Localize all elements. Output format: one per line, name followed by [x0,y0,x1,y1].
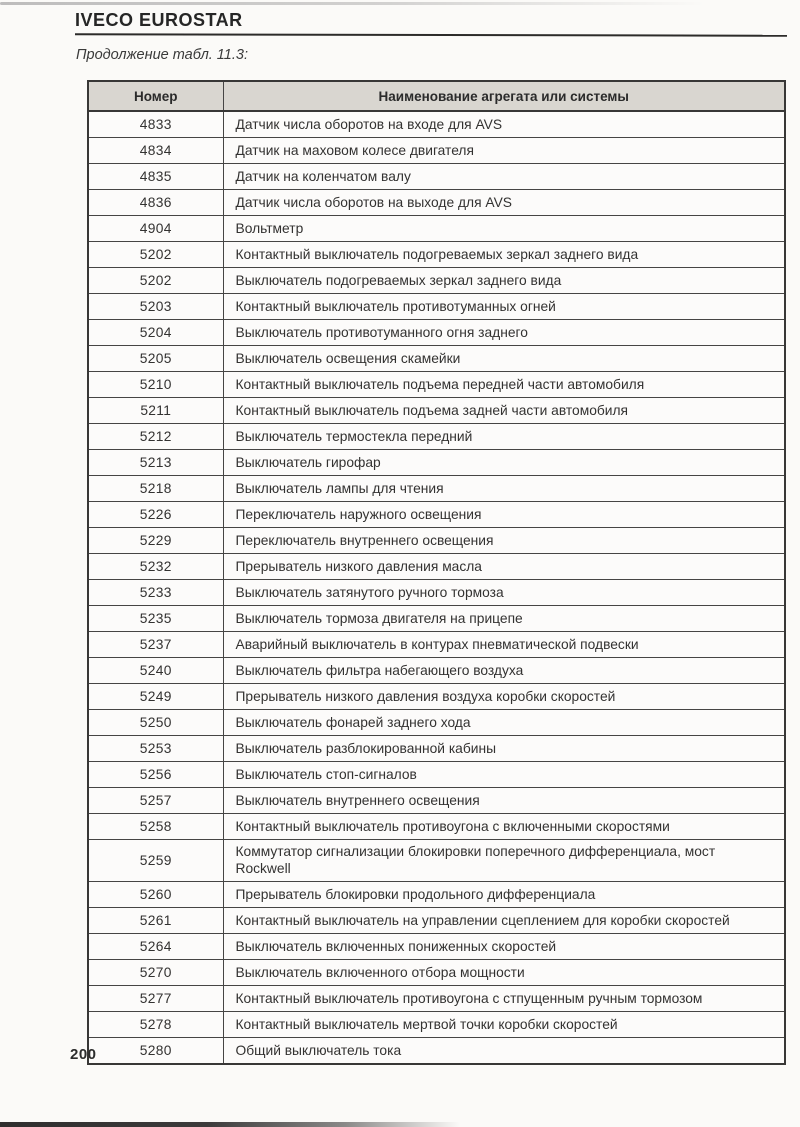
scan-artifact-top-edge [0,2,705,5]
table-row [88,216,785,242]
table-row [88,632,785,658]
part-name-cell: Выключатель фонарей заднего хода [223,710,785,736]
part-name-cell: Выключатель термостекла передний [223,424,785,450]
table-row [88,111,785,138]
part-name-cell: Коммутатор сигнализации блокировки поперечного дифференциала, мост Rockwell [223,840,785,882]
part-name-cell: Выключатель гирофар [223,450,785,476]
table-row [88,580,785,606]
table-row [88,840,785,882]
part-name-cell: Переключатель наружного освещения [223,502,785,528]
part-name-cell: Прерыватель низкого давления воздуха коробки скоростей [223,684,785,710]
part-name-cell: Выключатель внутреннего освещения [223,788,785,814]
parts-table [87,80,786,1065]
part-name-cell: Вольтметр [223,216,785,242]
part-name-cell: Датчик на коленчатом валу [223,164,785,190]
part-name-cell: Контактный выключатель на управлении сцеплением для коробки скоростей [223,908,785,934]
part-number-cell: 5270 [88,960,223,986]
part-number-cell: 5204 [88,320,223,346]
part-name-cell: Датчик на маховом колесе двигателя [223,138,785,164]
table-row [88,372,785,398]
header-rule-divider [75,33,787,36]
part-number-cell: 5212 [88,424,223,450]
table-row [88,164,785,190]
table-row [88,814,785,840]
part-name-cell: Выключатель подогреваемых зеркал заднего вида [223,268,785,294]
part-number-cell: 5213 [88,450,223,476]
table-caption: Продолжение табл. 11.3: [76,47,248,63]
part-name-cell: Контактный выключатель подъема задней части автомобиля [223,398,785,424]
part-number-cell: 5258 [88,814,223,840]
part-number-cell: 5218 [88,476,223,502]
part-number-cell: 5205 [88,346,223,372]
part-name-cell: Выключатель тормоза двигателя на прицепе [223,606,785,632]
table-row [88,882,785,908]
part-name-cell: Выключатель противотуманного огня заднего [223,320,785,346]
part-number-cell: 4835 [88,164,223,190]
table-row [88,736,785,762]
part-number-cell: 5232 [88,554,223,580]
part-name-cell: Выключатель лампы для чтения [223,476,785,502]
part-name-cell: Контактный выключатель подъема передней части автомобиля [223,372,785,398]
part-name-cell: Выключатель включенных пониженных скоростей [223,934,785,960]
part-number-cell: 5249 [88,684,223,710]
table-row [88,606,785,632]
table-row [88,476,785,502]
part-number-cell: 5250 [88,710,223,736]
part-number-cell: 5260 [88,882,223,908]
table-row [88,710,785,736]
table-row [88,934,785,960]
part-name-cell: Контактный выключатель противоугона с включенными скоростями [223,814,785,840]
part-number-cell: 5233 [88,580,223,606]
table-row [88,986,785,1012]
part-name-cell: Контактный выключатель противоугона с стпущенным ручным тормозом [223,986,785,1012]
part-number-cell: 4904 [88,216,223,242]
part-name-cell: Выключатель освещения скамейки [223,346,785,372]
part-number-cell: 4834 [88,138,223,164]
part-name-cell: Аварийный выключатель в контурах пневматической подвески [223,632,785,658]
table-row [88,190,785,216]
table-row [88,138,785,164]
part-name-cell: Выключатель разблокированной кабины [223,736,785,762]
part-number-cell: 5202 [88,268,223,294]
column-header-name: Наименование агрегата или системы [223,81,785,111]
part-name-cell: Датчик числа оборотов на входе для AVS [223,111,785,138]
part-number-cell: 5226 [88,502,223,528]
parts-table-body [88,111,785,1064]
part-number-cell: 5202 [88,242,223,268]
table-row [88,528,785,554]
part-number-cell: 5240 [88,658,223,684]
table-row [88,502,785,528]
part-name-cell: Контактный выключатель мертвой точки коробки скоростей [223,1012,785,1038]
table-row [88,788,785,814]
table-row [88,960,785,986]
part-number-cell: 5278 [88,1012,223,1038]
part-number-cell: 5203 [88,294,223,320]
table-row [88,424,785,450]
part-number-cell: 5277 [88,986,223,1012]
part-number-cell: 5261 [88,908,223,934]
part-number-cell: 5229 [88,528,223,554]
part-number-cell: 5256 [88,762,223,788]
column-header-number: Номер [88,81,223,111]
table-row [88,346,785,372]
part-number-cell: 5257 [88,788,223,814]
table-row [88,242,785,268]
table-row [88,294,785,320]
table-row [88,1012,785,1038]
table-row [88,908,785,934]
table-row [88,658,785,684]
table-row [88,762,785,788]
part-number-cell: 5237 [88,632,223,658]
table-row [88,398,785,424]
part-number-cell: 5280 [88,1038,223,1065]
part-name-cell: Выключатель включенного отбора мощности [223,960,785,986]
page-number: 200 [70,1046,97,1063]
part-number-cell: 5259 [88,840,223,882]
part-name-cell: Переключатель внутреннего освещения [223,528,785,554]
part-number-cell: 5264 [88,934,223,960]
part-name-cell: Датчик числа оборотов на выходе для AVS [223,190,785,216]
part-name-cell: Выключатель стоп-сигналов [223,762,785,788]
part-name-cell: Выключатель затянутого ручного тормоза [223,580,785,606]
part-name-cell: Общий выключатель тока [223,1038,785,1065]
table-row [88,268,785,294]
page-header [75,10,787,44]
part-number-cell: 5235 [88,606,223,632]
table-row [88,554,785,580]
table-row [88,1038,785,1065]
part-number-cell: 5211 [88,398,223,424]
part-name-cell: Прерыватель низкого давления масла [223,554,785,580]
table-row [88,320,785,346]
part-number-cell: 5210 [88,372,223,398]
table-header-row [88,81,785,111]
part-name-cell: Прерыватель блокировки продольного дифференциала [223,882,785,908]
page-title: IVECO EUROSTAR [75,10,243,30]
part-number-cell: 5253 [88,736,223,762]
part-name-cell: Выключатель фильтра набегающего воздуха [223,658,785,684]
scan-artifact-bottom-edge [0,1122,460,1127]
part-name-cell: Контактный выключатель противотуманных огней [223,294,785,320]
table-row [88,684,785,710]
part-number-cell: 4833 [88,111,223,138]
part-number-cell: 4836 [88,190,223,216]
table-row [88,450,785,476]
part-name-cell: Контактный выключатель подогреваемых зеркал заднего вида [223,242,785,268]
